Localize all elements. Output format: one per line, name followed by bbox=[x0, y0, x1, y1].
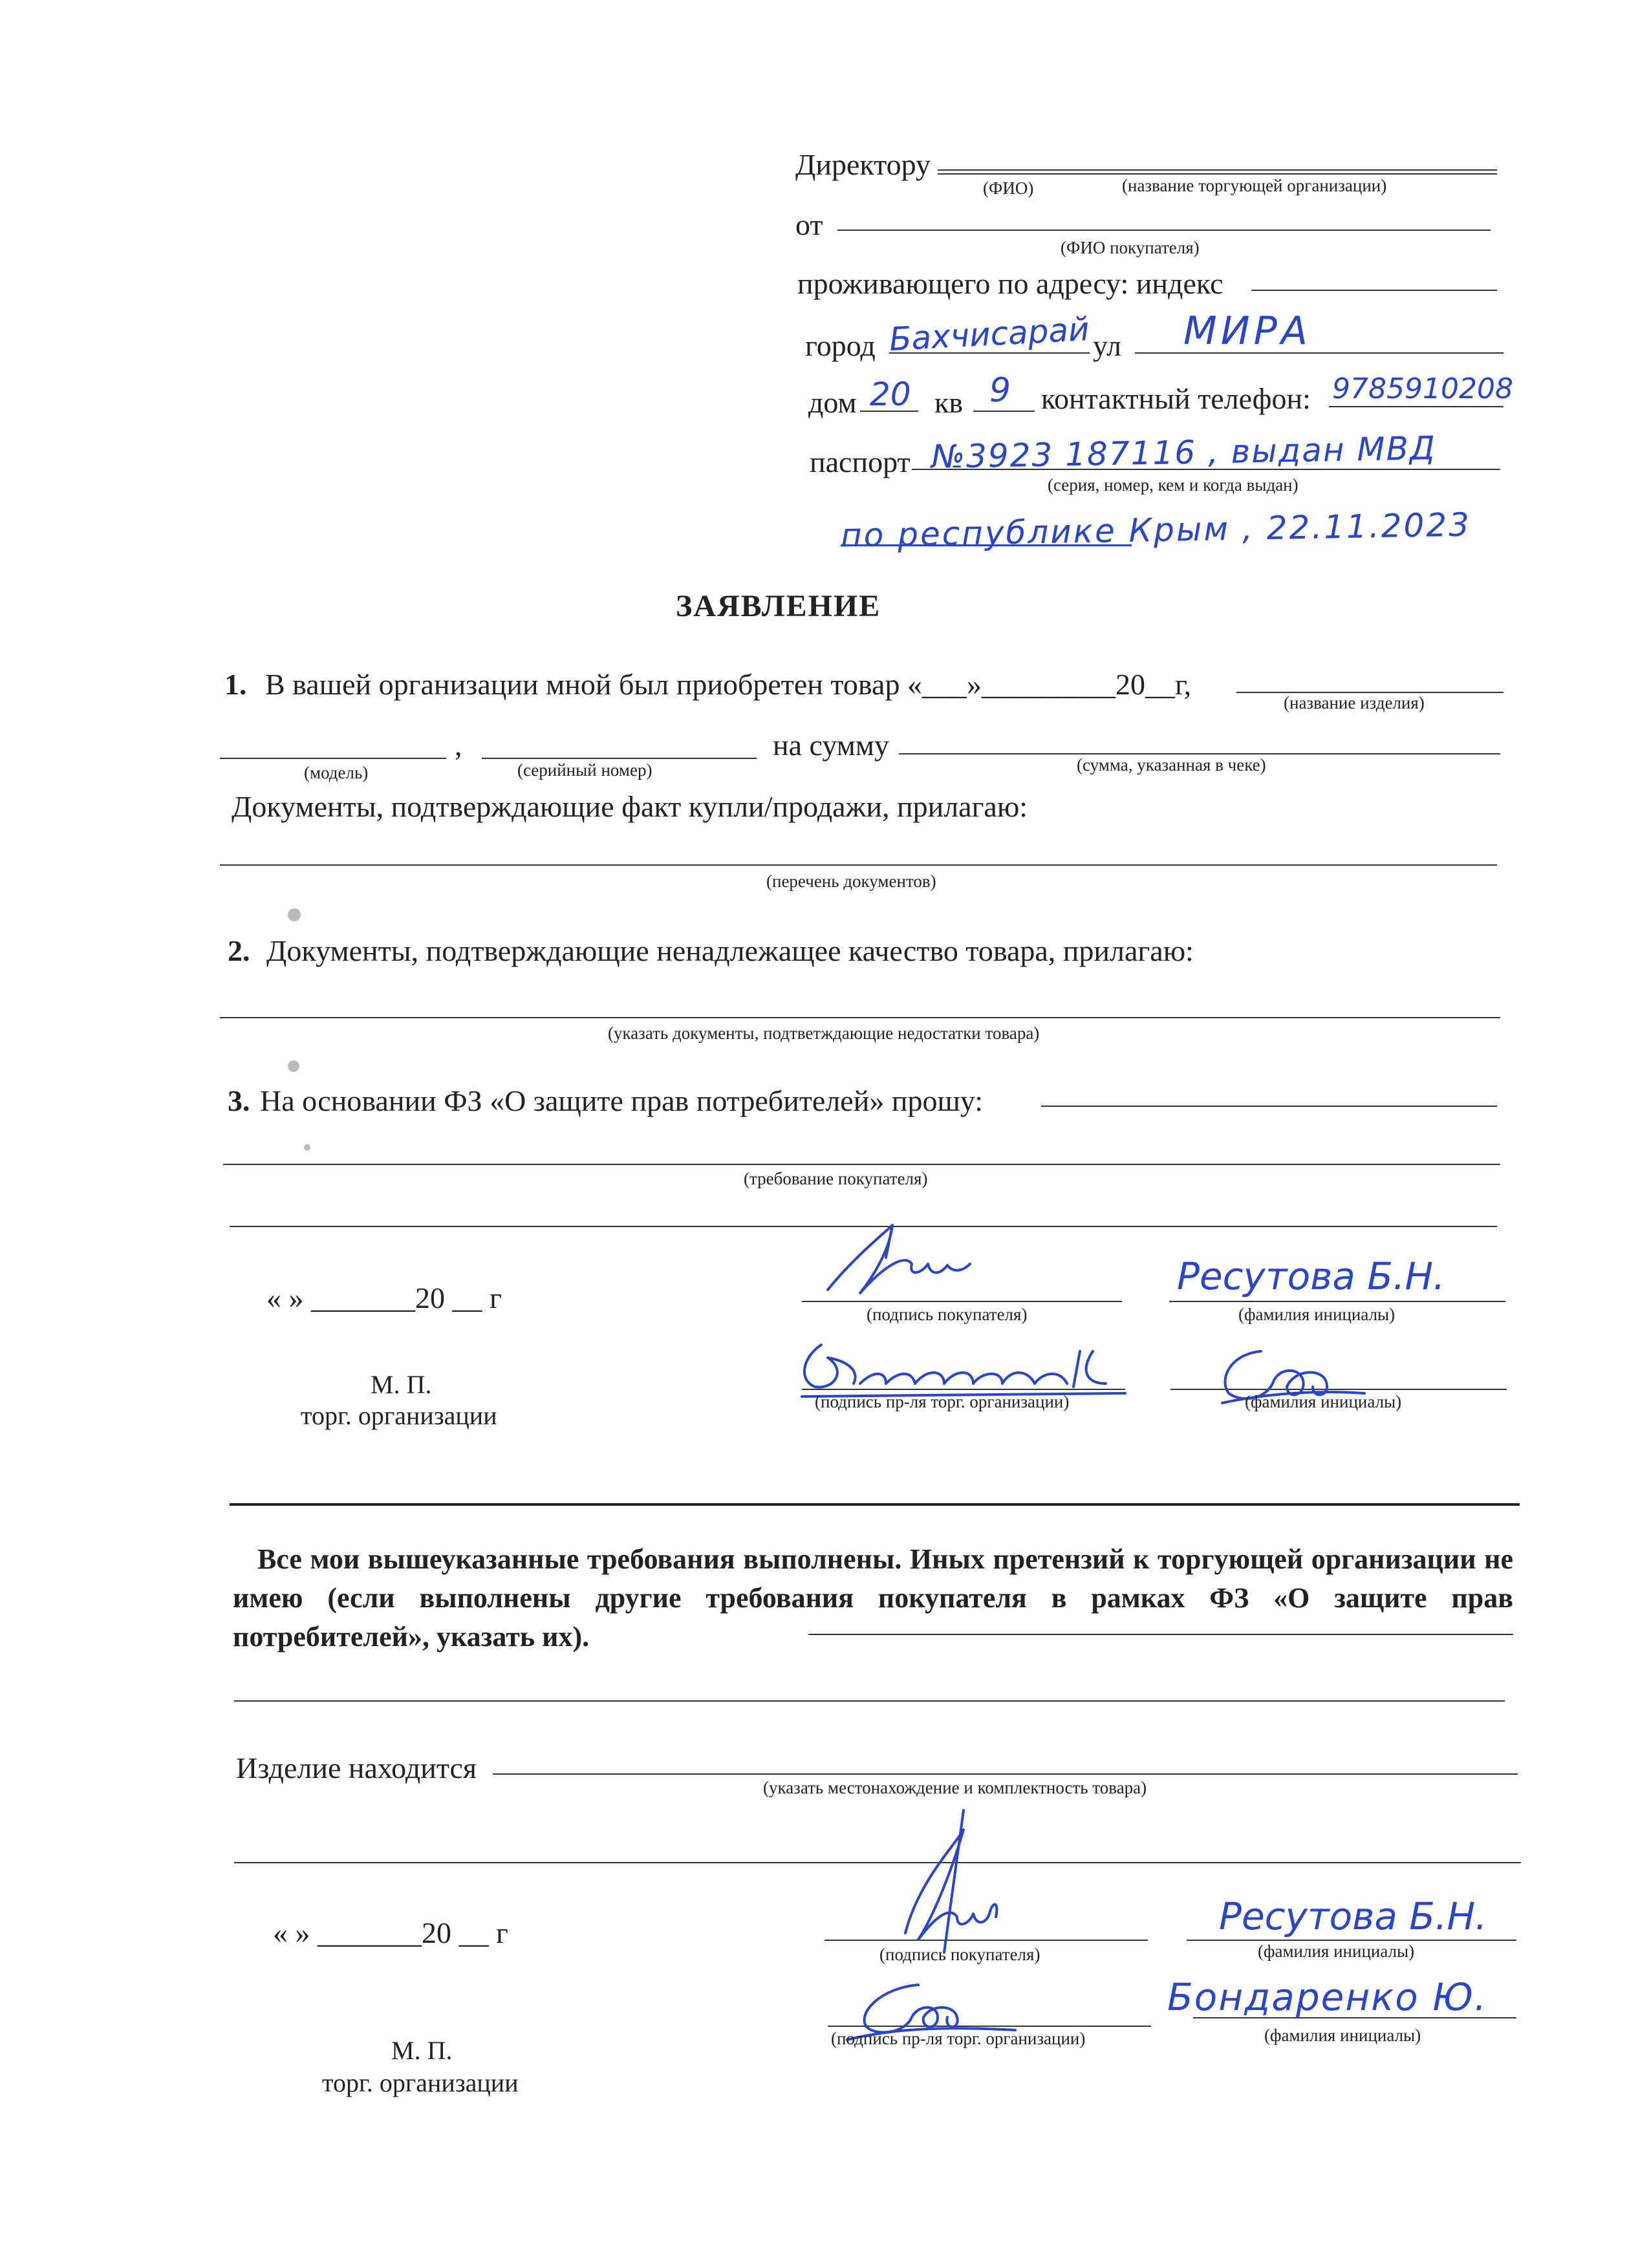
buyer-signature-1 bbox=[815, 1219, 983, 1303]
section-3-number: 3. bbox=[228, 1084, 250, 1117]
location-line-1[interactable] bbox=[493, 1773, 1518, 1775]
scan-speck bbox=[288, 1060, 299, 1072]
rep-sign-caption-2: (подпись пр-ля торг. организации) bbox=[831, 2029, 1086, 2048]
buyer-name-2: Ресутова Б.Н. bbox=[1219, 1894, 1487, 1938]
section-3-text: На основании ФЗ «О защите прав потребителей» прошу: bbox=[260, 1084, 984, 1117]
stamp-org-2: торг. организации bbox=[322, 2068, 519, 2097]
from-line[interactable] bbox=[837, 230, 1491, 231]
from-label: от bbox=[795, 208, 823, 241]
org-caption: (название торгующей организации) bbox=[1122, 176, 1387, 195]
page-title: ЗАЯВЛЕНИЕ bbox=[676, 589, 881, 623]
house-label: дом bbox=[808, 386, 857, 419]
docs-caption: (перечень документов) bbox=[766, 872, 936, 891]
buyer-name-line-2[interactable] bbox=[1187, 1940, 1516, 1941]
buyer-fio-caption: (ФИО покупателя) bbox=[1061, 238, 1200, 257]
buyer-name-1: Ресутова Б.Н. bbox=[1177, 1254, 1445, 1298]
apt-line[interactable] bbox=[973, 411, 1035, 412]
index-line[interactable] bbox=[1251, 290, 1497, 291]
section-1-text: В вашей организации мной был приобретен товар «___»_________20__г, bbox=[265, 668, 1192, 701]
passport-value: №3923 187116 , выдан МВД bbox=[931, 429, 1437, 476]
date-field-1[interactable]: « » _______20 __ г bbox=[266, 1281, 502, 1314]
section-2-text: Документы, подтверждающие ненадлежащее качество товара, прилагаю: bbox=[266, 934, 1194, 967]
sum-line[interactable] bbox=[899, 753, 1500, 754]
date-field-2[interactable]: « » _______20 __ г bbox=[273, 1916, 508, 1949]
passport-value-2: по республике Крым , 22.11.2023 bbox=[840, 506, 1472, 555]
serial-line[interactable] bbox=[482, 758, 757, 759]
sum-label: на сумму bbox=[773, 729, 889, 762]
stamp-label-2: М. П. bbox=[391, 2036, 453, 2065]
quality-docs-caption: (указать документы, подтветждающие недостатки товара) bbox=[608, 1023, 1040, 1043]
request-line-2[interactable] bbox=[223, 1164, 1500, 1165]
to-line[interactable] bbox=[938, 169, 1497, 171]
stamp-label-1: М. П. bbox=[371, 1370, 432, 1399]
city-label: город bbox=[805, 329, 876, 362]
final-statement-line-2[interactable] bbox=[234, 1700, 1505, 1702]
street-label: ул bbox=[1093, 329, 1121, 362]
quality-docs-line[interactable] bbox=[220, 1017, 1500, 1018]
passport-line-2 bbox=[841, 544, 1132, 546]
buyer-sign-caption-1: (подпись покупателя) bbox=[867, 1305, 1028, 1324]
buyer-sign-caption-2: (подпись покупателя) bbox=[879, 1945, 1040, 1964]
phone-value: 9785910208 bbox=[1332, 372, 1513, 405]
stamp-org-1: торг. организации bbox=[301, 1401, 497, 1430]
to-label: Директору bbox=[795, 148, 931, 181]
location-label: Изделие находится bbox=[236, 1751, 477, 1784]
location-caption: (указать местонахождение и комплектность товара) bbox=[763, 1778, 1147, 1797]
section-1-number: 1. bbox=[224, 668, 247, 701]
house-value: 20 bbox=[870, 376, 911, 413]
rep-name-caption-1: (фамилия инициалы) bbox=[1245, 1392, 1402, 1411]
scan-speck bbox=[288, 908, 301, 921]
phone-label: контактный телефон: bbox=[1041, 382, 1311, 415]
section-2-number: 2. bbox=[228, 934, 250, 967]
passport-label: паспорт bbox=[810, 445, 911, 478]
scan-speck bbox=[304, 1144, 310, 1151]
buyer-signature-2 bbox=[867, 1804, 1009, 1959]
section-divider bbox=[230, 1503, 1520, 1506]
rep-name-2: Бондаренко Ю. bbox=[1167, 1975, 1488, 2019]
phone-line[interactable] bbox=[1329, 406, 1503, 407]
street-value: МИРА bbox=[1183, 308, 1311, 354]
sum-caption: (сумма, указанная в чеке) bbox=[1077, 755, 1266, 775]
apt-label: кв bbox=[934, 386, 964, 419]
buyer-name-caption-1: (фамилия инициалы) bbox=[1238, 1305, 1396, 1324]
rep-sign-caption-1: (подпись пр-ля торг. организации) bbox=[815, 1392, 1070, 1411]
serial-caption: (серийный номер) bbox=[517, 760, 652, 780]
request-line-1[interactable] bbox=[1041, 1106, 1497, 1107]
city-value: Бахчисарай bbox=[888, 310, 1090, 359]
docs-line[interactable] bbox=[220, 864, 1497, 866]
product-caption: (название изделия) bbox=[1284, 693, 1425, 712]
buyer-name-caption-2: (фамилия инициалы) bbox=[1258, 1942, 1415, 1961]
docs-text: Документы, подтверждающие факт купли/продажи, прилагаю: bbox=[232, 790, 1028, 823]
model-caption: (модель) bbox=[304, 763, 369, 782]
rep-name-caption-2: (фамилия инициалы) bbox=[1264, 2026, 1421, 2045]
comma: , bbox=[455, 729, 462, 762]
passport-caption: (серия, номер, кем и когда выдан) bbox=[1048, 475, 1299, 495]
apt-value: 9 bbox=[989, 371, 1011, 410]
final-statement-line-1[interactable] bbox=[808, 1634, 1513, 1635]
request-caption: (требование покупателя) bbox=[744, 1169, 928, 1188]
final-statement: Все мои вышеуказанные требования выполнены. Иных претензий к торгующей организации не имею (если выполнены другие требования покупателя в рамках ФЗ «О защите прав потребителей», указать их). bbox=[233, 1543, 1513, 1653]
model-line[interactable] bbox=[220, 758, 446, 759]
to-line-2 bbox=[938, 173, 1497, 175]
buyer-name-line-1[interactable] bbox=[1169, 1301, 1505, 1302]
fio-caption: (ФИО) bbox=[983, 178, 1034, 198]
address-label: проживающего по адресу: индекс bbox=[797, 267, 1223, 300]
